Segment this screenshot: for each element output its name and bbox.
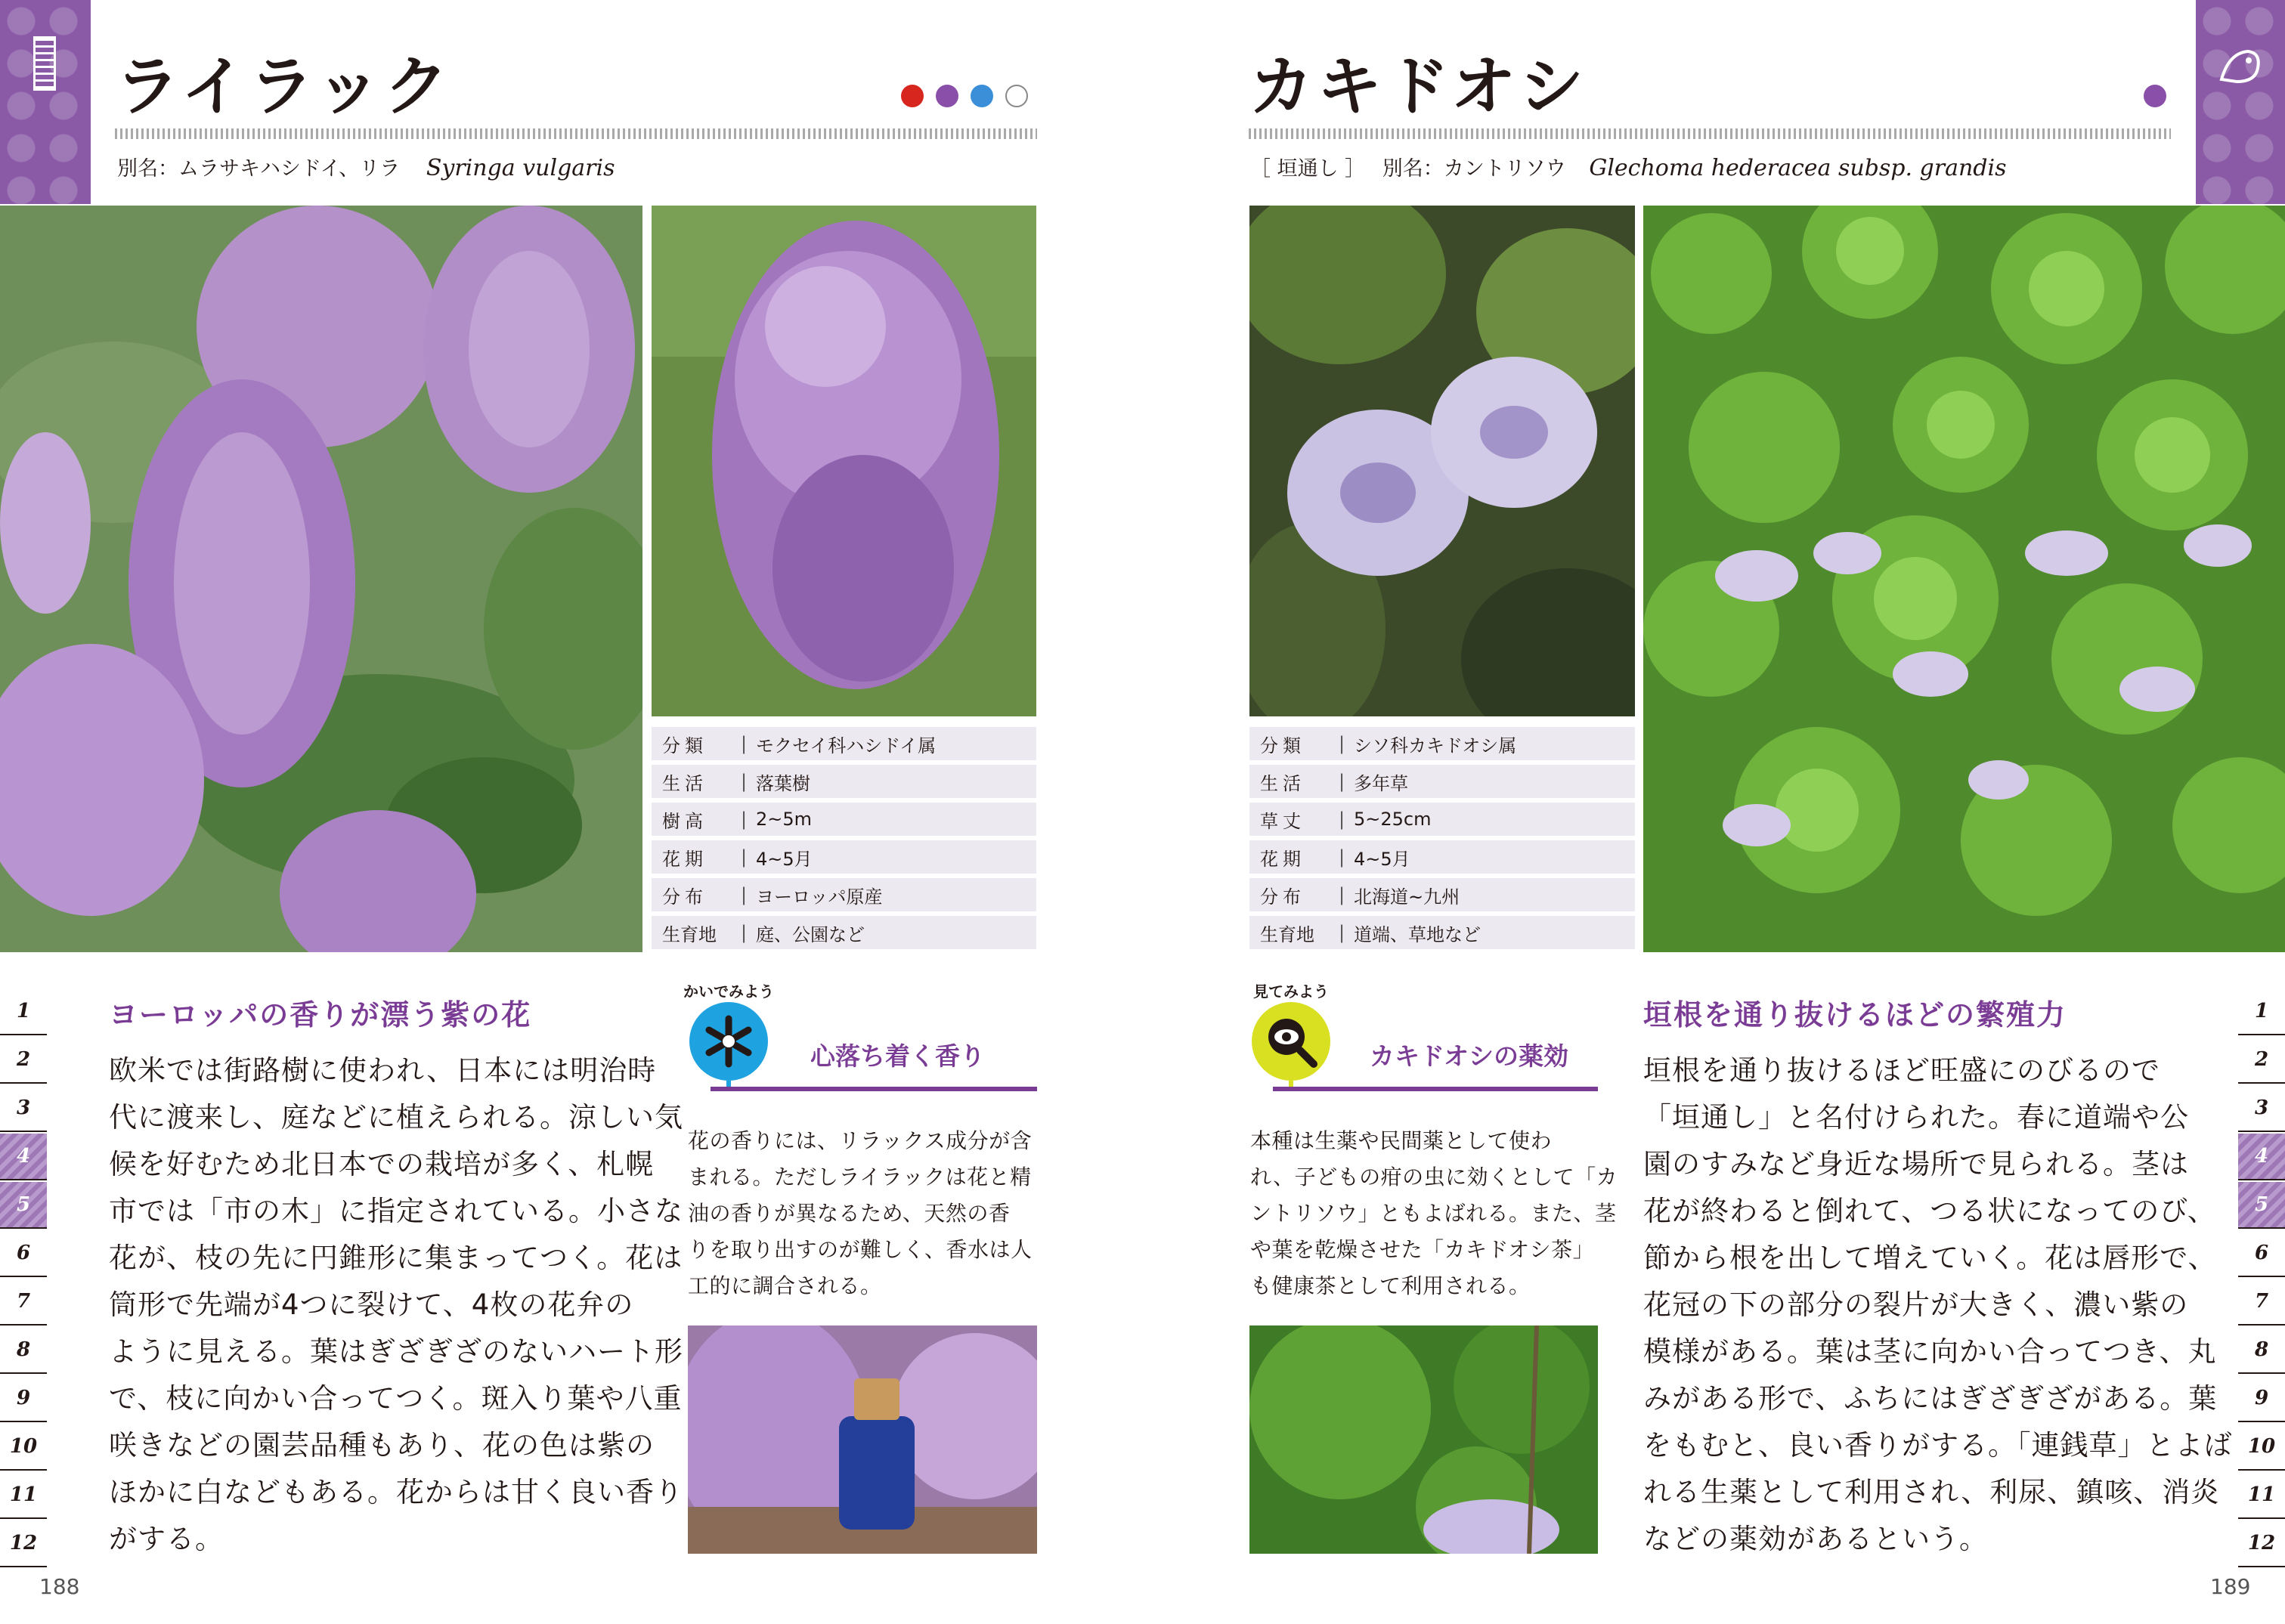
body-line: をもむと、良い香りがする。「連銭草」とよば [1643, 1429, 2233, 1462]
left-side-tab [0, 0, 91, 204]
info-row: 分布 | 北海道~九州 [1249, 878, 1635, 911]
info-key: 花期 [1249, 840, 1339, 874]
info-key: 分類 [1249, 727, 1339, 760]
look-badge-label: 見てみよう [1253, 982, 1329, 1001]
left-page-number: 188 [39, 1574, 80, 1599]
month-tab: 10 [2238, 1424, 2285, 1471]
right-subtitle [1250, 157, 2007, 180]
info-value: 落葉樹 [753, 765, 1036, 798]
info-row: 樹高 | 2~5m [652, 803, 1036, 836]
body-line: れる生薬として利用され、利尿、鎮咳、消炎 [1643, 1476, 2220, 1508]
info-key: 生活 [1249, 765, 1339, 798]
left-title-rule [115, 128, 1037, 139]
ground-ivy-closeup-photo [1249, 206, 1635, 716]
info-value: 北海道~九州 [1351, 878, 1635, 911]
column-line: 油の香りが異なるため、天然の香 [688, 1201, 1011, 1226]
right-color-dots [2144, 85, 2171, 109]
bird-mascot-icon [2214, 38, 2267, 91]
info-value: 庭、公園など [753, 916, 1036, 949]
month-tab: 12 [2238, 1520, 2285, 1567]
body-line: 垣根を通り抜けるほど旺盛にのびるので [1643, 1054, 2160, 1087]
info-row: 草丈 | 5~25cm [1249, 803, 1635, 836]
month-tab: 9 [2238, 1375, 2285, 1422]
flower-asterisk-icon [689, 1002, 768, 1081]
info-row: 生活 | 多年草 [1249, 765, 1635, 798]
right-kanji-name: ［ 垣通し ］ [1250, 157, 1366, 181]
smell-badge-label: かいでみよう [683, 982, 774, 1001]
right-scientific-name: Glechoma hederacea subsp. grandis [1589, 155, 2007, 181]
look-badge [1246, 979, 1336, 1085]
body-line: 「垣通し」と名付けられた。春に道端や公 [1643, 1101, 2189, 1134]
info-value: 4~5月 [1351, 840, 1635, 874]
body-line: ほかに白などもある。花からは甘く良い香り [109, 1476, 683, 1508]
month-tab: 1 [2238, 988, 2285, 1035]
info-key: 生育地 [652, 916, 741, 949]
month-tab: 3 [2238, 1085, 2285, 1132]
month-tab: 8 [0, 1327, 47, 1374]
red-color-dot-icon [901, 85, 924, 107]
month-tab: 10 [0, 1424, 47, 1471]
body-line: ように見える。葉はぎざぎざのないハート形 [109, 1335, 683, 1368]
info-key: 分布 [652, 878, 741, 911]
info-value: 多年草 [1351, 765, 1635, 798]
look-column-title: カキドオシの薬効 [1370, 1041, 1569, 1071]
body-line: 咲きなどの園芸品種もあり、花の色は紫の [109, 1429, 655, 1462]
info-key: 生活 [652, 765, 741, 798]
purple-color-dot-icon [936, 85, 958, 107]
info-value: ヨーロッパ原産 [753, 878, 1036, 911]
left-subtitle [117, 157, 615, 180]
right-title-rule [1249, 128, 2171, 139]
info-value: 4~5月 [753, 840, 1036, 874]
info-key: 草丈 [1249, 803, 1339, 836]
body-line: で、枝に向かい合ってつく。斑入り葉や八重 [109, 1382, 683, 1415]
right-alias: 別名：カントリソウ [1382, 157, 1566, 181]
left-color-dots [901, 85, 1037, 109]
left-month-tabs [0, 987, 47, 1567]
body-line: 園のすみなど身近な場所で見られる。茎は [1643, 1148, 2189, 1180]
month-tab: 11 [2238, 1472, 2285, 1519]
body-line: などの薬効があるという。 [1643, 1523, 1988, 1555]
info-key: 分布 [1249, 878, 1339, 911]
column-line: ントリソウ」ともよばれる。また、茎 [1250, 1201, 1617, 1226]
body-line: 節から根を出して増えていく。花は唇形で、 [1643, 1242, 2217, 1274]
ground-ivy-field-photo [1643, 206, 2285, 952]
column-line: や葉を乾燥させた「カキドオシ茶」 [1250, 1237, 1595, 1262]
left-scientific-name: Syringa vulgaris [426, 155, 615, 181]
right-side-tab [2196, 0, 2285, 204]
month-tab: 7 [2238, 1279, 2285, 1325]
month-tab: 6 [0, 1230, 47, 1277]
column-line: れ、子どもの疳の虫に効くとして「カ [1250, 1165, 1618, 1189]
ground-ivy-leaf-photo [1249, 1325, 1598, 1554]
lilac-main-photo [0, 206, 642, 952]
month-tab: 11 [0, 1472, 47, 1519]
column-line: も健康茶として利用される。 [1250, 1273, 1531, 1298]
smell-badge [683, 979, 774, 1085]
info-value: モクセイ科ハシドイ属 [753, 727, 1036, 760]
purple-color-dot-icon [2144, 85, 2166, 107]
perfume-bottle-photo [688, 1325, 1037, 1554]
info-key: 分類 [652, 727, 741, 760]
body-line: 市では「市の木」に指定されている。小さな [109, 1195, 683, 1227]
month-tab: 8 [2238, 1327, 2285, 1374]
right-page-number: 189 [2210, 1574, 2251, 1599]
info-value: 2~5m [753, 803, 1036, 836]
body-line: 候を好むため北日本での栽培が多く、札幌 [109, 1148, 655, 1180]
smell-column-text [688, 1123, 1032, 1304]
lilac-closeup-photo [652, 206, 1036, 716]
info-row: 花期 | 4~5月 [652, 840, 1036, 874]
month-tab-highlighted: 5 [0, 1182, 47, 1229]
left-alias: 別名：ムラサキハシドイ、リラ [117, 157, 401, 181]
column-line: まれる。ただしライラックは花と精 [688, 1165, 1032, 1189]
month-tab: 9 [0, 1375, 47, 1422]
ground-ivy-info-table [1249, 722, 1635, 954]
month-tab: 12 [0, 1520, 47, 1567]
look-column-text [1250, 1123, 1618, 1304]
info-key: 樹高 [652, 803, 741, 836]
look-column-rule [1273, 1087, 1598, 1091]
left-page-title: ライラック [115, 49, 452, 125]
info-row: 花期 | 4~5月 [1249, 840, 1635, 874]
month-tab: 2 [2238, 1037, 2285, 1084]
left-side-tab-emblem-icon [33, 36, 56, 91]
body-line: 模様がある。葉は茎に向かい合ってつき、丸 [1643, 1335, 2217, 1368]
body-line: 欧米では街路樹に使われ、日本には明治時 [109, 1054, 657, 1087]
month-tab: 6 [2238, 1230, 2285, 1277]
ground-ivy-heading: 垣根を通り抜けるほどの繁殖力 [1643, 998, 2067, 1032]
body-line: みがある形で、ふちにはぎざぎざがある。葉 [1643, 1382, 2218, 1415]
info-row: 分類 | シソ科カキドオシ属 [1249, 727, 1635, 760]
body-line: 代に渡来し、庭などに植えられる。涼しい気 [109, 1101, 683, 1134]
month-tab: 2 [0, 1037, 47, 1084]
info-value: 道端、草地など [1351, 916, 1635, 949]
month-tab-highlighted: 4 [0, 1134, 47, 1180]
white-color-dot-icon [1005, 85, 1028, 107]
column-line: りを取り出すのが難しく、香水は人 [688, 1237, 1033, 1262]
column-line: 工的に調合される。 [688, 1273, 882, 1298]
magnifier-eye-icon [1252, 1002, 1330, 1081]
ground-ivy-body-text [1643, 1047, 2233, 1563]
column-line: 本種は生薬や民間薬として使わ [1250, 1128, 1553, 1153]
info-key: 花期 [652, 840, 741, 874]
body-line: 花が、枝の先に円錐形に集まってつく。花は [109, 1242, 683, 1274]
smell-column-title: 心落ち着く香り [810, 1041, 985, 1071]
lilac-body-text [109, 1047, 683, 1563]
right-month-tabs [2238, 987, 2285, 1567]
info-row: 分類 | モクセイ科ハシドイ属 [652, 727, 1036, 760]
month-tab: 3 [0, 1085, 47, 1132]
month-tab: 7 [0, 1279, 47, 1325]
info-row: 生活 | 落葉樹 [652, 765, 1036, 798]
lilac-info-table [652, 722, 1036, 954]
month-tab-highlighted: 4 [2238, 1134, 2285, 1180]
info-row: 生育地 | 道端、草地など [1249, 916, 1635, 949]
right-page-title: カキドオシ [1249, 49, 1587, 125]
body-line: 筒形で先端が4つに裂けて、4枚の花弁の [109, 1288, 634, 1321]
month-tab: 1 [0, 988, 47, 1035]
info-value: 5~25cm [1351, 803, 1635, 836]
body-line: 花冠の下の部分の裂片が大きく、濃い紫の [1643, 1288, 2189, 1321]
body-line: 花が終わると倒れて、つる状になってのび、 [1643, 1195, 2216, 1227]
info-row: 分布 | ヨーロッパ原産 [652, 878, 1036, 911]
body-line: がする。 [109, 1523, 224, 1555]
month-tab-highlighted: 5 [2238, 1182, 2285, 1229]
info-value: シソ科カキドオシ属 [1351, 727, 1635, 760]
blue-color-dot-icon [971, 85, 993, 107]
lilac-heading: ヨーロッパの香りが漂う紫の花 [109, 998, 532, 1032]
info-row: 生育地 | 庭、公園など [652, 916, 1036, 949]
info-key: 生育地 [1249, 916, 1339, 949]
smell-column-rule [711, 1087, 1037, 1091]
column-line: 花の香りには、リラックス成分が含 [688, 1128, 1033, 1153]
